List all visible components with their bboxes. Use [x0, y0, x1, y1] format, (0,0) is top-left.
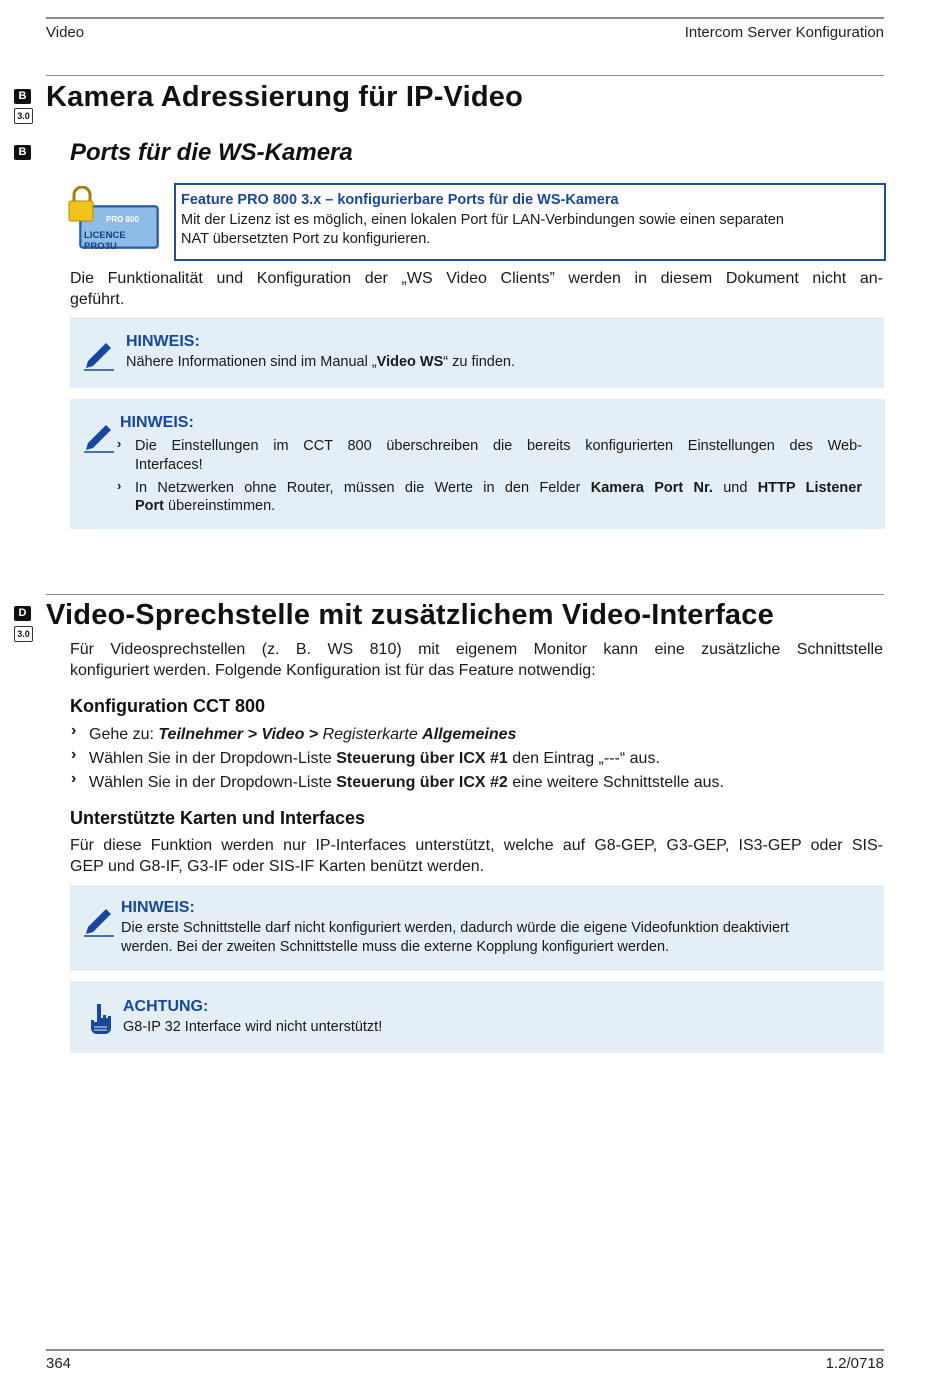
subsection-title: Ports für die WS-Kamera [70, 139, 353, 166]
bullet-arrow-icon: › [117, 436, 122, 451]
warning-title: ACHTUNG: [123, 998, 209, 1015]
warning-text: G8-IP 32 Interface wird nicht unterstützt! [123, 1019, 383, 1035]
cards-text-line1: Für diese Funktion werden nur IP-Interfaces unterstützt, welche auf G8-GEP, G3-GEP, IS3-GEP oder SIS- [70, 837, 883, 854]
bullet-arrow-icon: › [71, 746, 77, 763]
footer-version: 1.2/0718 [825, 1355, 884, 1372]
config-step-2: Wählen Sie in der Dropdown-Liste Steuerung über ICX #1 den Eintrag „---“ aus. [89, 750, 660, 767]
license-badge-line1: PRO 800 [106, 215, 139, 224]
footer-rule [46, 1349, 884, 1351]
section2-version-tag-letter: D [14, 606, 31, 621]
note-box-2-item1-line1: Die Einstellungen im CCT 800 überschreiben die bereits konfigurierten Einstellungen des Web- [135, 438, 862, 454]
note-box-2-item1-line2: Interfaces! [135, 457, 203, 473]
bullet-arrow-icon: › [117, 478, 122, 493]
note-box-2 [70, 399, 885, 529]
section1-paragraph-line1: Die Funktionalität und Konfiguration der „WS Video Clients” werden in diesem Dokument nicht an- [70, 270, 883, 287]
note-box-1-title: HINWEIS: [126, 333, 200, 350]
note-box-1-text: Nähere Informationen sind im Manual „Video WS“ zu finden. [126, 354, 516, 370]
cards-text-line2: GEP und G8-IF, G3-IF oder SIS-IF Karten benützt werden. [70, 858, 485, 875]
feature-box-title: Feature PRO 800 3.x – konfigurierbare Ports für die WS-Kamera [181, 192, 619, 208]
section1-title: Kamera Adressierung für IP-Video [46, 81, 523, 113]
note-box-3-title: HINWEIS: [121, 899, 195, 916]
header-top-rule [46, 17, 884, 19]
warning-box [70, 981, 884, 1053]
header-document-title: Intercom Server Konfiguration [684, 24, 884, 41]
section2-intro-line1: Für Videosprechstellen (z. B. WS 810) mit eigenem Monitor kann eine zusätzliche Schnittstelle [70, 641, 883, 658]
note-box-3-line1: Die erste Schnittstelle darf nicht konfiguriert werden, dadurch würde die eigene Videofunktion deaktiviert [121, 920, 789, 936]
pointing-hand-icon [88, 1002, 114, 1036]
section1-version-tag-number: 3.0 [14, 108, 33, 124]
section1-rule [46, 75, 884, 76]
feature-info-box [174, 183, 886, 261]
config-step-1: Gehe zu: Teilnehmer > Video > Registerkarte Allgemeines [89, 726, 517, 743]
pencil-icon [82, 337, 116, 371]
note-box-2-item2-line1: In Netzwerken ohne Router, müssen die Werte in den Felder Kamera Port Nr. und HTTP Listener [135, 480, 862, 496]
note-box-3-line2: werden. Bei der zweiten Schnittstelle muss die externe Kopplung konfiguriert werden. [121, 939, 670, 955]
feature-box-text-line1: Mit der Lizenz ist es möglich, einen lokalen Port für LAN-Verbindungen sowie einen separaten [181, 212, 784, 228]
config-heading: Konfiguration CCT 800 [70, 696, 266, 716]
note-box-3 [70, 885, 884, 971]
section2-version-tag-number: 3.0 [14, 626, 33, 642]
bullet-arrow-icon: › [71, 722, 77, 739]
cards-heading: Unterstützte Karten und Interfaces [70, 808, 366, 828]
section1-version-tag-letter: B [14, 89, 31, 104]
note-box-1 [70, 317, 884, 388]
config-step-3: Wählen Sie in der Dropdown-Liste Steuerung über ICX #2 eine weitere Schnittstelle aus. [89, 774, 724, 791]
license-badge [68, 186, 160, 252]
subsection-tag-letter: B [14, 145, 31, 160]
section2-title: Video-Sprechstelle mit zusätzlichem Video-Interface [46, 599, 774, 631]
bullet-arrow-icon: › [71, 770, 77, 787]
note-box-2-title: HINWEIS: [120, 414, 194, 431]
footer-page-number: 364 [46, 1355, 72, 1372]
pencil-icon [82, 419, 116, 453]
feature-box-text-line2: NAT übersetzten Port zu konfigurieren. [181, 231, 431, 247]
pencil-icon [82, 903, 116, 937]
license-badge-line2: LICENCE PRO3U [84, 230, 126, 252]
section2-rule [46, 594, 884, 595]
section2-intro-line2: konfiguriert werden. Folgende Konfiguration ist für das Feature notwendig: [70, 662, 596, 679]
section1-paragraph-line2: geführt. [70, 291, 125, 308]
header-section-label: Video [46, 24, 85, 41]
note-box-2-item2-line2: Port übereinstimmen. [135, 498, 276, 514]
